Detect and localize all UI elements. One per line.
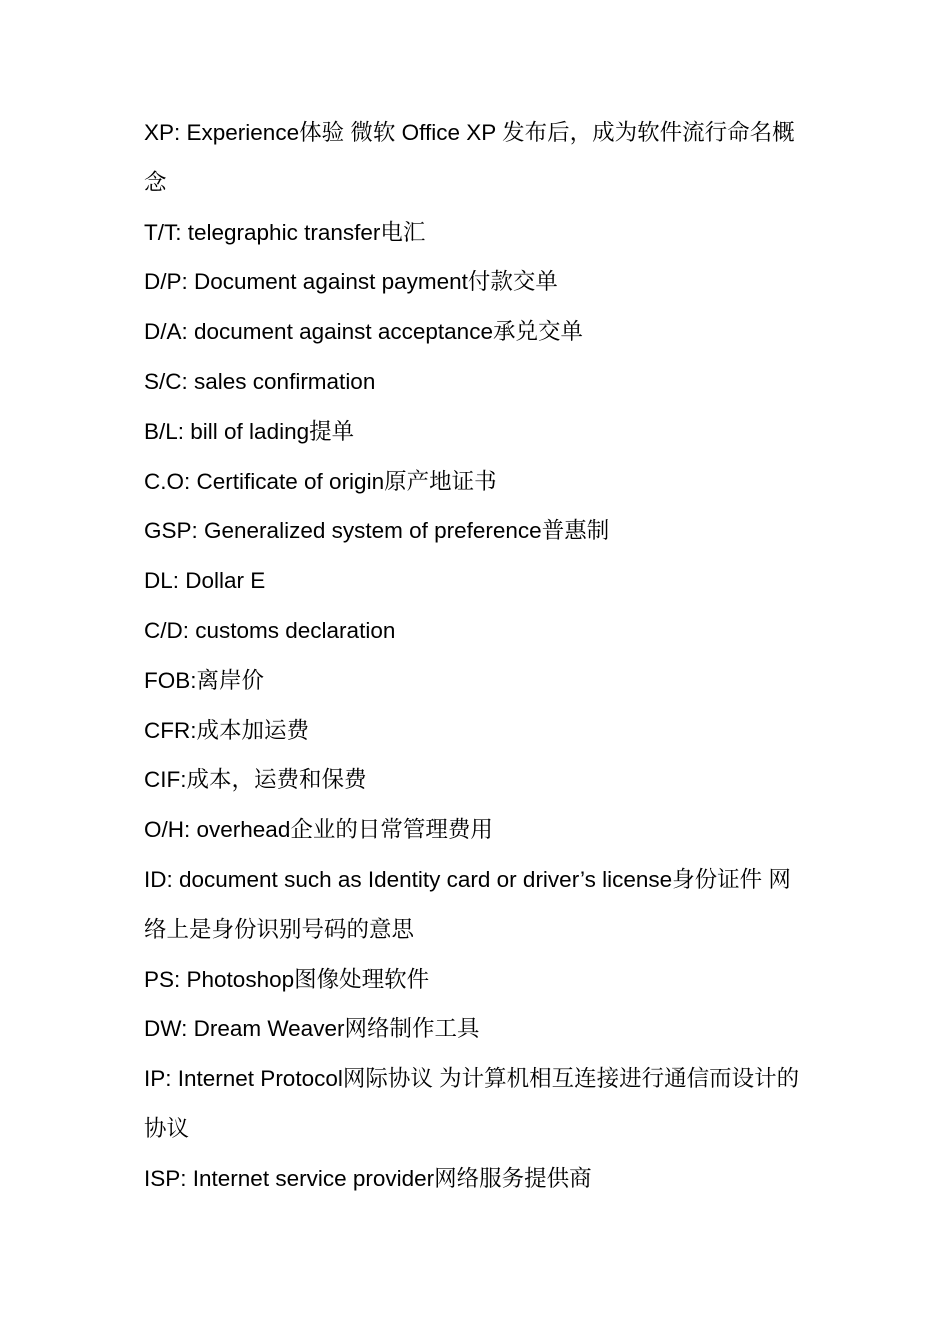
entry-dl <box>144 556 808 606</box>
entry-term: PS: Photoshop <box>144 966 295 992</box>
entry-gsp <box>144 506 808 556</box>
entry-bl <box>144 407 808 457</box>
entry-term: T/T: telegraphic transfer <box>144 219 381 245</box>
entry-term: O/H: overhead <box>144 817 291 843</box>
entry-term: D/P: Document against payment <box>144 269 468 295</box>
entry-term: DW: Dream Weaver <box>144 1016 345 1042</box>
entry-term: ISP: Internet service provider <box>144 1165 435 1191</box>
entry-dw <box>144 1004 808 1054</box>
entry-tt <box>144 208 808 258</box>
entry-term: C/D: customs declaration <box>144 617 396 643</box>
entry-meaning: 离岸价 <box>196 667 265 693</box>
entry-term: S/C: sales confirmation <box>144 368 376 394</box>
entry-ps <box>144 955 808 1005</box>
entry-cif <box>144 755 808 805</box>
abbreviation-list <box>144 108 808 1204</box>
entry-meaning: 体验 微软 Office XP 发布后，成为软件流行命名概念 <box>144 120 795 195</box>
entry-term: GSP: Generalized system of preference <box>144 518 542 544</box>
entry-oh <box>144 805 808 855</box>
entry-term: DL: Dollar E <box>144 568 266 594</box>
entry-meaning: 网络制作工具 <box>344 1016 480 1042</box>
entry-term: B/L: bill of lading <box>144 418 310 444</box>
entry-meaning: 企业的日常管理费用 <box>290 817 493 843</box>
entry-meaning: 付款交单 <box>467 269 558 295</box>
entry-meaning: 成本加运费 <box>196 717 310 743</box>
entry-meaning: 普惠制 <box>541 518 610 544</box>
entry-term: CFR: <box>144 717 197 743</box>
entry-meaning: 成本，运费和保费 <box>186 767 367 793</box>
entry-meaning: 电汇 <box>380 219 426 245</box>
entry-ip <box>144 1054 808 1154</box>
entry-dp <box>144 257 808 307</box>
entry-term: D/A: document against acceptance <box>144 319 493 345</box>
entry-meaning: 提单 <box>309 418 355 444</box>
entry-meaning: 网际协议 为计算机相互连接进行通信而设计的协议 <box>144 1066 800 1141</box>
entry-term: IP: Internet Protocol <box>144 1066 343 1092</box>
entry-meaning: 身份证件 网络上是身份识别号码的意思 <box>144 866 791 942</box>
entry-term: FOB: <box>144 667 197 693</box>
entry-term: C.O: Certificate of origin <box>144 468 385 494</box>
entry-da <box>144 307 808 357</box>
entry-isp <box>144 1154 808 1204</box>
entry-meaning: 网络服务提供商 <box>434 1165 592 1191</box>
entry-cd <box>144 606 808 656</box>
entry-cfr <box>144 706 808 756</box>
entry-id <box>144 855 808 955</box>
entry-term: XP: Experience <box>144 120 300 145</box>
entry-term: ID: document such as Identity card or driver’s license <box>144 866 673 892</box>
entry-meaning: 图像处理软件 <box>294 966 430 992</box>
entry-sc <box>144 357 808 407</box>
entry-term: CIF: <box>144 767 187 793</box>
entry-xp <box>144 108 808 208</box>
entry-meaning: 承兑交单 <box>492 319 583 345</box>
entry-co <box>144 457 808 507</box>
entry-meaning: 原产地证书 <box>384 468 497 494</box>
entry-fob <box>144 656 808 706</box>
